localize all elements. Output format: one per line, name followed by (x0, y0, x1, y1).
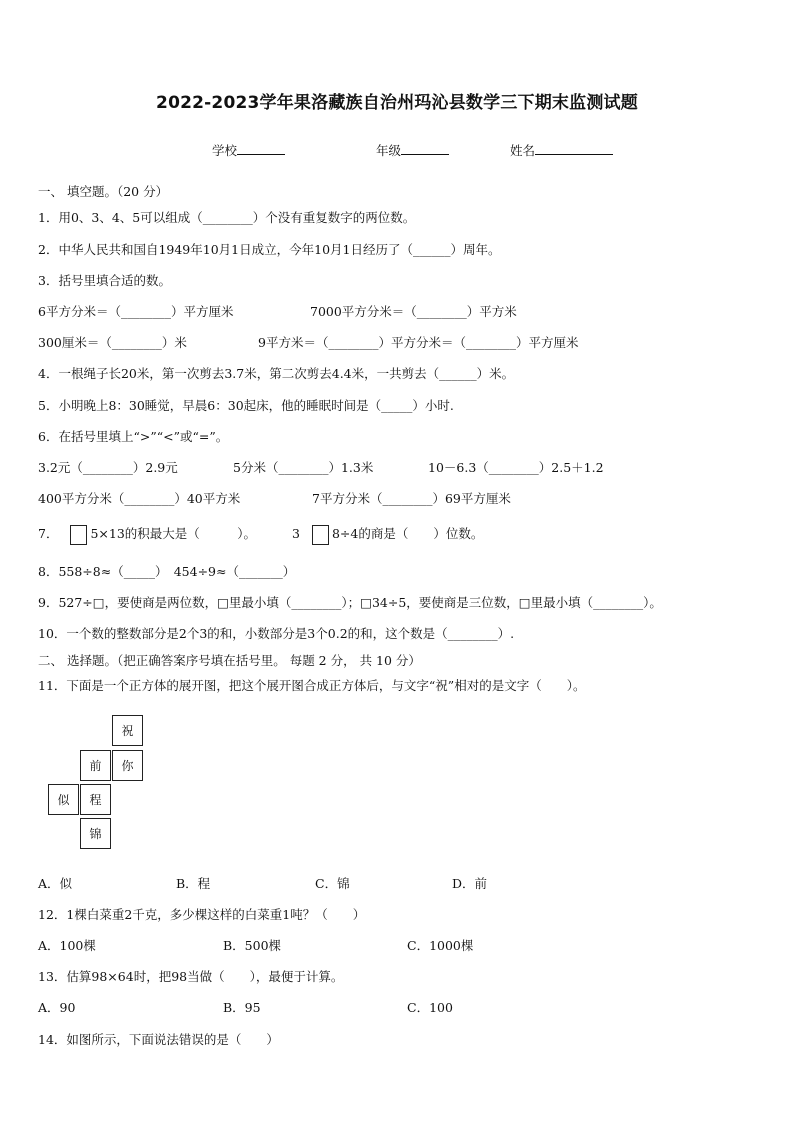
question-3: 3．括号里填合适的数。 (38, 273, 171, 288)
question-6-item-4: 400平方分米（________）40平方米 (38, 491, 241, 506)
q13-option-b[interactable]: B．95 (223, 1000, 261, 1015)
question-13: 13．估算98×64时，把98当做（ ），最便于计算。 (38, 969, 344, 984)
q11-option-a[interactable]: A．似 (38, 876, 73, 891)
cube-cell-si: 似 (48, 784, 79, 815)
q11-option-d[interactable]: D．前 (452, 876, 488, 891)
q12-option-c[interactable]: C．1000棵 (407, 938, 474, 953)
question-6-item-2: 5分米（________）1.3米 (233, 460, 374, 475)
grade-blank[interactable] (401, 142, 449, 155)
question-3-item-4: 9平方米＝（________）平方分米＝（________）平方厘米 (258, 335, 579, 350)
grade-field (376, 141, 449, 159)
question-10: 10．一个数的整数部分是2个3的和，小数部分是3个0.2的和，这个数是（________）. (38, 626, 515, 641)
question-11: 11．下面是一个正方体的展开图，把这个展开图合成正方体后，与文字“祝”相对的是文字（ ）。 (38, 678, 586, 693)
question-2: 2．中华人民共和国自1949年10月1日成立，今年10月1日经历了（______）周年。 (38, 242, 501, 257)
cube-cell-jin: 锦 (80, 818, 111, 849)
question-9: 9．527÷□，要使商是两位数，□里最小填（________）；□34÷5，要使商是三位数，□里最小填（________）。 (38, 595, 662, 610)
question-1: 1．用0、3、4、5可以组成（________）个没有重复数字的两位数。 (38, 210, 416, 225)
section2-heading: 二、 选择题。（把正确答案序号填在括号里。 每题 2 分， 共 10 分） (38, 653, 421, 668)
name-field (510, 141, 613, 159)
question-6-item-3: 10－6.3（________）2.5＋1.2 (428, 460, 604, 475)
question-3-item-2: 7000平方分米＝（________）平方米 (310, 304, 517, 319)
digit-box-1[interactable] (70, 525, 87, 545)
q11-option-b[interactable]: B．程 (176, 876, 211, 891)
name-blank[interactable] (535, 142, 613, 155)
q13-option-c[interactable]: C．100 (407, 1000, 453, 1015)
question-7-digit-three: 3 (292, 526, 300, 541)
q13-option-a[interactable]: A．90 (38, 1000, 76, 1015)
q12-option-a[interactable]: A．100棵 (38, 938, 96, 953)
cube-cell-cheng: 程 (80, 784, 111, 815)
q11-option-c[interactable]: C．锦 (315, 876, 350, 891)
name-label: 姓名 (510, 143, 536, 158)
question-7 (38, 524, 483, 545)
grade-label: 年级 (376, 143, 402, 158)
question-6: 6．在括号里填上“>”“<”或“=”。 (38, 429, 229, 444)
cube-cell-zhu: 祝 (112, 715, 143, 746)
question-7-part-2: 8÷4的商是（ ）位数。 (331, 526, 484, 541)
page-title: 2022-2023学年果洛藏族自治州玛沁县数学三下期末监测试题 (156, 93, 638, 113)
question-6-item-1: 3.2元（________）2.9元 (38, 460, 178, 475)
cube-cell-qian: 前 (80, 750, 111, 781)
school-label: 学校 (212, 143, 238, 158)
question-6-item-5: 7平方分米（________）69平方厘米 (312, 491, 511, 506)
question-12: 12．1棵白菜重2千克，多少棵这样的白菜重1吨？（ ） (38, 907, 366, 922)
cube-cell-ni: 你 (112, 750, 143, 781)
question-5: 5．小明晚上8：30睡觉，早晨6：30起床，他的睡眠时间是（_____）小时. (38, 398, 454, 413)
question-8: 8．558÷8≈（_____） 454÷9≈（_______） (38, 564, 296, 579)
question-4: 4．一根绳子长20米，第一次剪去3.7米，第二次剪去4.4米，一共剪去（______）米。 (38, 366, 515, 381)
question-7-number: 7． (38, 526, 59, 541)
digit-box-2[interactable] (312, 525, 329, 545)
question-14: 14．如图所示，下面说法错误的是（ ） (38, 1032, 279, 1047)
question-7-part-1: 5×13的积最大是（ ）。 (90, 526, 257, 541)
school-field (212, 141, 285, 159)
question-3-item-3: 300厘米＝（________）米 (38, 335, 187, 350)
question-3-item-1: 6平方分米＝（________）平方厘米 (38, 304, 234, 319)
q12-option-b[interactable]: B．500棵 (223, 938, 282, 953)
section1-heading: 一、 填空题。（20 分） (38, 184, 169, 199)
school-blank[interactable] (237, 142, 285, 155)
